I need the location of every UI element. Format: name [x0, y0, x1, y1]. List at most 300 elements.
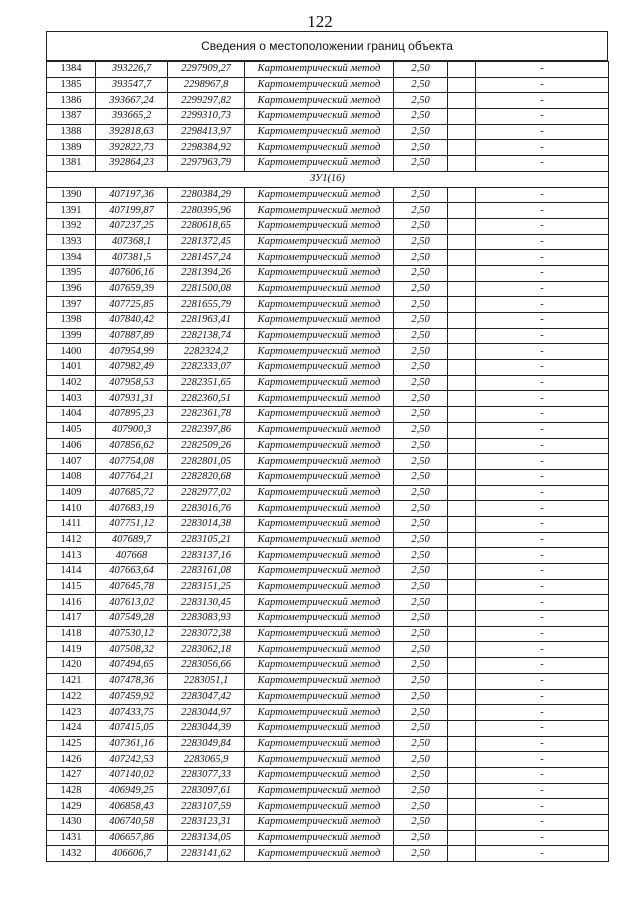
y-coordinate-cell: 2282360,51	[168, 391, 245, 407]
method-cell: Картометрический метод	[245, 611, 394, 627]
empty-cell	[448, 218, 476, 234]
accuracy-cell: 2,50	[394, 799, 448, 815]
accuracy-cell: 2,50	[394, 626, 448, 642]
point-number-cell: 1422	[47, 689, 96, 705]
point-number-cell: 1401	[47, 360, 96, 376]
y-coordinate-cell: 2283072,38	[168, 626, 245, 642]
point-number-cell: 1432	[47, 846, 96, 862]
table-row	[47, 234, 609, 250]
description-cell: -	[476, 218, 609, 234]
method-cell: Картометрический метод	[245, 689, 394, 705]
method-cell: Картометрический метод	[245, 752, 394, 768]
y-coordinate-cell: 2283151,25	[168, 579, 245, 595]
x-coordinate-cell: 407683,19	[96, 501, 168, 517]
y-coordinate-cell: 2299297,82	[168, 93, 245, 109]
empty-cell	[448, 783, 476, 799]
table-row	[47, 815, 609, 831]
empty-cell	[448, 391, 476, 407]
y-coordinate-cell: 2283016,76	[168, 501, 245, 517]
method-cell: Картометрический метод	[245, 642, 394, 658]
y-coordinate-cell: 2280618,65	[168, 218, 245, 234]
y-coordinate-cell: 2282351,65	[168, 375, 245, 391]
empty-cell	[448, 93, 476, 109]
method-cell: Картометрический метод	[245, 564, 394, 580]
x-coordinate-cell: 392818,63	[96, 124, 168, 140]
description-cell: -	[476, 422, 609, 438]
x-coordinate-cell: 407668	[96, 548, 168, 564]
x-coordinate-cell: 393226,7	[96, 62, 168, 78]
accuracy-cell: 2,50	[394, 234, 448, 250]
point-number-cell: 1386	[47, 93, 96, 109]
empty-cell	[448, 250, 476, 266]
table-row	[47, 579, 609, 595]
accuracy-cell: 2,50	[394, 830, 448, 846]
table-row	[47, 375, 609, 391]
x-coordinate-cell: 406949,25	[96, 783, 168, 799]
accuracy-cell: 2,50	[394, 140, 448, 156]
point-number-cell: 1423	[47, 705, 96, 721]
method-cell: Картометрический метод	[245, 124, 394, 140]
method-cell: Картометрический метод	[245, 799, 394, 815]
empty-cell	[448, 626, 476, 642]
description-cell: -	[476, 360, 609, 376]
description-cell: -	[476, 705, 609, 721]
y-coordinate-cell: 2283161,08	[168, 564, 245, 580]
y-coordinate-cell: 2283134,05	[168, 830, 245, 846]
table-row	[47, 720, 609, 736]
description-cell: -	[476, 846, 609, 862]
y-coordinate-cell: 2280384,29	[168, 187, 245, 203]
table-row	[47, 77, 609, 93]
empty-cell	[448, 234, 476, 250]
x-coordinate-cell: 407958,53	[96, 375, 168, 391]
table-row	[47, 689, 609, 705]
table-row	[47, 297, 609, 313]
description-cell: -	[476, 328, 609, 344]
empty-cell	[448, 344, 476, 360]
x-coordinate-cell: 407982,49	[96, 360, 168, 376]
accuracy-cell: 2,50	[394, 595, 448, 611]
method-cell: Картометрический метод	[245, 815, 394, 831]
empty-cell	[448, 297, 476, 313]
point-number-cell: 1394	[47, 250, 96, 266]
table-row	[47, 469, 609, 485]
table-row	[47, 328, 609, 344]
x-coordinate-cell: 393667,24	[96, 93, 168, 109]
point-number-cell: 1414	[47, 564, 96, 580]
empty-cell	[448, 548, 476, 564]
table-row	[47, 830, 609, 846]
empty-cell	[448, 109, 476, 125]
point-number-cell: 1381	[47, 156, 96, 172]
y-coordinate-cell: 2282138,74	[168, 328, 245, 344]
y-coordinate-cell: 2280395,96	[168, 203, 245, 219]
point-number-cell: 1419	[47, 642, 96, 658]
section-header	[47, 171, 609, 187]
point-number-cell: 1430	[47, 815, 96, 831]
accuracy-cell: 2,50	[394, 297, 448, 313]
table-row	[47, 140, 609, 156]
table-row	[47, 391, 609, 407]
y-coordinate-cell: 2283065,9	[168, 752, 245, 768]
table-row	[47, 501, 609, 517]
x-coordinate-cell: 406858,43	[96, 799, 168, 815]
x-coordinate-cell: 406740,58	[96, 815, 168, 831]
description-cell: -	[476, 595, 609, 611]
table-row	[47, 642, 609, 658]
empty-cell	[448, 705, 476, 721]
y-coordinate-cell: 2283051,1	[168, 673, 245, 689]
method-cell: Картометрический метод	[245, 720, 394, 736]
empty-cell	[448, 673, 476, 689]
point-number-cell: 1416	[47, 595, 96, 611]
x-coordinate-cell: 407199,87	[96, 203, 168, 219]
description-cell: -	[476, 579, 609, 595]
x-coordinate-cell: 392822,73	[96, 140, 168, 156]
point-number-cell: 1389	[47, 140, 96, 156]
description-cell: -	[476, 611, 609, 627]
point-number-cell: 1429	[47, 799, 96, 815]
page-number: 122	[307, 12, 333, 31]
accuracy-cell: 2,50	[394, 579, 448, 595]
empty-cell	[448, 720, 476, 736]
method-cell: Картометрический метод	[245, 265, 394, 281]
description-cell: -	[476, 77, 609, 93]
block2-rows	[47, 187, 609, 862]
description-cell: -	[476, 438, 609, 454]
point-number-cell: 1393	[47, 234, 96, 250]
empty-cell	[448, 156, 476, 172]
empty-cell	[448, 579, 476, 595]
method-cell: Картометрический метод	[245, 705, 394, 721]
empty-cell	[448, 564, 476, 580]
y-coordinate-cell: 2283123,31	[168, 815, 245, 831]
table-row	[47, 705, 609, 721]
y-coordinate-cell: 2283049,84	[168, 736, 245, 752]
empty-cell	[448, 485, 476, 501]
table-row	[47, 109, 609, 125]
method-cell: Картометрический метод	[245, 658, 394, 674]
description-cell: -	[476, 815, 609, 831]
description-cell: -	[476, 501, 609, 517]
y-coordinate-cell: 2282977,02	[168, 485, 245, 501]
empty-cell	[448, 360, 476, 376]
table-row	[47, 799, 609, 815]
accuracy-cell: 2,50	[394, 77, 448, 93]
point-number-cell: 1391	[47, 203, 96, 219]
table-row	[47, 516, 609, 532]
description-cell: -	[476, 752, 609, 768]
y-coordinate-cell: 2281372,45	[168, 234, 245, 250]
accuracy-cell: 2,50	[394, 407, 448, 423]
table-row	[47, 846, 609, 862]
point-number-cell: 1390	[47, 187, 96, 203]
empty-cell	[448, 752, 476, 768]
table-row	[47, 156, 609, 172]
description-cell: -	[476, 407, 609, 423]
point-number-cell: 1407	[47, 454, 96, 470]
method-cell: Картометрический метод	[245, 846, 394, 862]
x-coordinate-cell: 406606,7	[96, 846, 168, 862]
table-row	[47, 218, 609, 234]
method-cell: Картометрический метод	[245, 77, 394, 93]
table-row	[47, 736, 609, 752]
description-cell: -	[476, 720, 609, 736]
y-coordinate-cell: 2297963,79	[168, 156, 245, 172]
description-cell: -	[476, 454, 609, 470]
method-cell: Картометрический метод	[245, 830, 394, 846]
table-row	[47, 62, 609, 78]
y-coordinate-cell: 2283056,66	[168, 658, 245, 674]
empty-cell	[448, 501, 476, 517]
accuracy-cell: 2,50	[394, 532, 448, 548]
y-coordinate-cell: 2283062,18	[168, 642, 245, 658]
point-number-cell: 1402	[47, 375, 96, 391]
method-cell: Картометрический метод	[245, 109, 394, 125]
table-row	[47, 187, 609, 203]
description-cell: -	[476, 344, 609, 360]
method-cell: Картометрический метод	[245, 62, 394, 78]
accuracy-cell: 2,50	[394, 375, 448, 391]
empty-cell	[448, 281, 476, 297]
method-cell: Картометрический метод	[245, 250, 394, 266]
y-coordinate-cell: 2281655,79	[168, 297, 245, 313]
method-cell: Картометрический метод	[245, 767, 394, 783]
method-cell: Картометрический метод	[245, 438, 394, 454]
point-number-cell: 1404	[47, 407, 96, 423]
empty-cell	[448, 438, 476, 454]
y-coordinate-cell: 2283107,59	[168, 799, 245, 815]
description-cell: -	[476, 642, 609, 658]
method-cell: Картометрический метод	[245, 187, 394, 203]
table-row	[47, 93, 609, 109]
point-number-cell: 1400	[47, 344, 96, 360]
empty-cell	[448, 595, 476, 611]
y-coordinate-cell: 2283097,61	[168, 783, 245, 799]
method-cell: Картометрический метод	[245, 156, 394, 172]
description-cell: -	[476, 93, 609, 109]
point-number-cell: 1408	[47, 469, 96, 485]
description-cell: -	[476, 109, 609, 125]
method-cell: Картометрический метод	[245, 516, 394, 532]
table-row	[47, 673, 609, 689]
point-number-cell: 1418	[47, 626, 96, 642]
table-row	[47, 752, 609, 768]
accuracy-cell: 2,50	[394, 124, 448, 140]
description-cell: -	[476, 140, 609, 156]
x-coordinate-cell: 407725,85	[96, 297, 168, 313]
x-coordinate-cell: 407900,3	[96, 422, 168, 438]
empty-cell	[448, 62, 476, 78]
empty-cell	[448, 767, 476, 783]
y-coordinate-cell: 2282397,86	[168, 422, 245, 438]
point-number-cell: 1427	[47, 767, 96, 783]
method-cell: Картометрический метод	[245, 736, 394, 752]
empty-cell	[448, 689, 476, 705]
method-cell: Картометрический метод	[245, 328, 394, 344]
y-coordinate-cell: 2282820,68	[168, 469, 245, 485]
accuracy-cell: 2,50	[394, 187, 448, 203]
description-cell: -	[476, 548, 609, 564]
accuracy-cell: 2,50	[394, 344, 448, 360]
description-cell: -	[476, 187, 609, 203]
accuracy-cell: 2,50	[394, 548, 448, 564]
x-coordinate-cell: 393547,7	[96, 77, 168, 93]
x-coordinate-cell: 407433,75	[96, 705, 168, 721]
x-coordinate-cell: 407856,62	[96, 438, 168, 454]
accuracy-cell: 2,50	[394, 93, 448, 109]
table-row	[47, 626, 609, 642]
point-number-cell: 1398	[47, 313, 96, 329]
empty-cell	[448, 532, 476, 548]
x-coordinate-cell: 407368,1	[96, 234, 168, 250]
accuracy-cell: 2,50	[394, 422, 448, 438]
accuracy-cell: 2,50	[394, 658, 448, 674]
accuracy-cell: 2,50	[394, 328, 448, 344]
table-row	[47, 767, 609, 783]
x-coordinate-cell: 407764,21	[96, 469, 168, 485]
accuracy-cell: 2,50	[394, 720, 448, 736]
y-coordinate-cell: 2283137,16	[168, 548, 245, 564]
y-coordinate-cell: 2297909,27	[168, 62, 245, 78]
table-row	[47, 250, 609, 266]
point-number-cell: 1413	[47, 548, 96, 564]
method-cell: Картометрический метод	[245, 203, 394, 219]
accuracy-cell: 2,50	[394, 469, 448, 485]
accuracy-cell: 2,50	[394, 218, 448, 234]
accuracy-cell: 2,50	[394, 752, 448, 768]
description-cell: -	[476, 156, 609, 172]
method-cell: Картометрический метод	[245, 360, 394, 376]
x-coordinate-cell: 407840,42	[96, 313, 168, 329]
description-cell: -	[476, 830, 609, 846]
description-cell: -	[476, 250, 609, 266]
point-number-cell: 1385	[47, 77, 96, 93]
x-coordinate-cell: 407494,65	[96, 658, 168, 674]
method-cell: Картометрический метод	[245, 469, 394, 485]
accuracy-cell: 2,50	[394, 564, 448, 580]
x-coordinate-cell: 407689,7	[96, 532, 168, 548]
method-cell: Картометрический метод	[245, 673, 394, 689]
block1-rows	[47, 62, 609, 172]
accuracy-cell: 2,50	[394, 360, 448, 376]
x-coordinate-cell: 407140,02	[96, 767, 168, 783]
empty-cell	[448, 454, 476, 470]
y-coordinate-cell: 2283044,97	[168, 705, 245, 721]
table-row	[47, 422, 609, 438]
x-coordinate-cell: 407887,89	[96, 328, 168, 344]
point-number-cell: 1409	[47, 485, 96, 501]
table-row	[47, 407, 609, 423]
point-number-cell: 1405	[47, 422, 96, 438]
y-coordinate-cell: 2281500,08	[168, 281, 245, 297]
empty-cell	[448, 469, 476, 485]
x-coordinate-cell: 407659,39	[96, 281, 168, 297]
x-coordinate-cell: 407549,28	[96, 611, 168, 627]
accuracy-cell: 2,50	[394, 736, 448, 752]
x-coordinate-cell: 407478,36	[96, 673, 168, 689]
description-cell: -	[476, 689, 609, 705]
accuracy-cell: 2,50	[394, 485, 448, 501]
empty-cell	[448, 642, 476, 658]
point-number-cell: 1424	[47, 720, 96, 736]
table-row	[47, 454, 609, 470]
empty-cell	[448, 799, 476, 815]
y-coordinate-cell: 2283141,62	[168, 846, 245, 862]
y-coordinate-cell: 2281394,26	[168, 265, 245, 281]
description-cell: -	[476, 391, 609, 407]
method-cell: Картометрический метод	[245, 375, 394, 391]
point-number-cell: 1425	[47, 736, 96, 752]
method-cell: Картометрический метод	[245, 391, 394, 407]
table-row	[47, 360, 609, 376]
accuracy-cell: 2,50	[394, 156, 448, 172]
method-cell: Картометрический метод	[245, 93, 394, 109]
method-cell: Картометрический метод	[245, 313, 394, 329]
x-coordinate-cell: 393665,2	[96, 109, 168, 125]
table-row	[47, 313, 609, 329]
empty-cell	[448, 313, 476, 329]
empty-cell	[448, 77, 476, 93]
description-cell: -	[476, 281, 609, 297]
table-row	[47, 611, 609, 627]
x-coordinate-cell: 407197,36	[96, 187, 168, 203]
accuracy-cell: 2,50	[394, 109, 448, 125]
accuracy-cell: 2,50	[394, 62, 448, 78]
description-cell: -	[476, 485, 609, 501]
y-coordinate-cell: 2283105,21	[168, 532, 245, 548]
description-cell: -	[476, 265, 609, 281]
description-cell: -	[476, 658, 609, 674]
empty-cell	[448, 516, 476, 532]
description-cell: -	[476, 767, 609, 783]
accuracy-cell: 2,50	[394, 250, 448, 266]
accuracy-cell: 2,50	[394, 501, 448, 517]
y-coordinate-cell: 2282324,2	[168, 344, 245, 360]
y-coordinate-cell: 2298967,8	[168, 77, 245, 93]
table-row	[47, 344, 609, 360]
table-row	[47, 564, 609, 580]
empty-cell	[448, 187, 476, 203]
point-number-cell: 1428	[47, 783, 96, 799]
x-coordinate-cell: 407381,5	[96, 250, 168, 266]
method-cell: Картометрический метод	[245, 595, 394, 611]
y-coordinate-cell: 2282509,26	[168, 438, 245, 454]
point-number-cell: 1411	[47, 516, 96, 532]
description-cell: -	[476, 564, 609, 580]
x-coordinate-cell: 407754,08	[96, 454, 168, 470]
y-coordinate-cell: 2298413,97	[168, 124, 245, 140]
y-coordinate-cell: 2283083,93	[168, 611, 245, 627]
y-coordinate-cell: 2299310,73	[168, 109, 245, 125]
table-row	[47, 265, 609, 281]
method-cell: Картометрический метод	[245, 501, 394, 517]
y-coordinate-cell: 2283044,39	[168, 720, 245, 736]
x-coordinate-cell: 407459,92	[96, 689, 168, 705]
empty-cell	[448, 140, 476, 156]
table-row	[47, 281, 609, 297]
y-coordinate-cell: 2283014,38	[168, 516, 245, 532]
accuracy-cell: 2,50	[394, 767, 448, 783]
x-coordinate-cell: 407508,32	[96, 642, 168, 658]
y-coordinate-cell: 2282801,05	[168, 454, 245, 470]
x-coordinate-cell: 407361,16	[96, 736, 168, 752]
accuracy-cell: 2,50	[394, 265, 448, 281]
method-cell: Картометрический метод	[245, 218, 394, 234]
empty-cell	[448, 611, 476, 627]
y-coordinate-cell: 2298384,92	[168, 140, 245, 156]
table-row	[47, 203, 609, 219]
